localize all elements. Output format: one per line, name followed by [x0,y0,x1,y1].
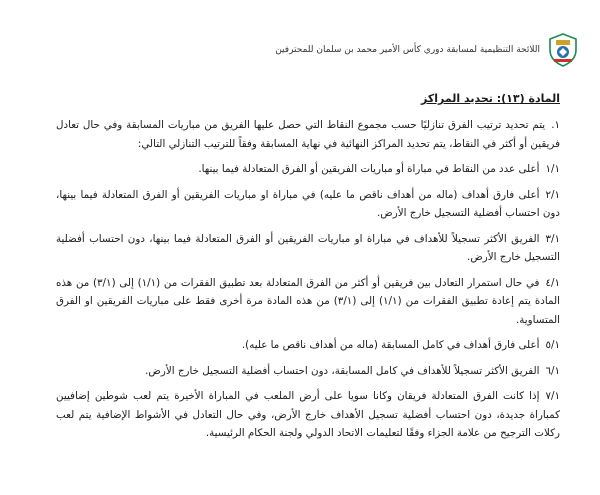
article-body [56,92,560,450]
paragraph [56,186,560,223]
paragraph-number: ١/١ [545,163,560,175]
paragraph-text: أعلى عدد من النقاط في مباراة أو مباريات الفريقين أو الفرق المتعادلة فيما بينها. [198,163,540,175]
paragraph [56,387,560,443]
paragraph [56,230,560,267]
page-header [60,32,578,68]
paragraph-text: الفريق الأكثر تسجيلاً للأهداف في مباراة او مباريات الفريقين أو الفرق المتعادلة فيما بينها، دون احتساب أفضلية التسجيل خارج الأرض. [56,232,560,263]
league-logo-icon [548,33,578,67]
article-title: المادة (١٣): تحديد المراكز [421,92,560,105]
paragraph-number: ٥/١ [545,339,560,351]
paragraph [56,362,560,381]
paragraph-number: ١. [551,119,560,131]
paragraph-text: الفريق الأكثر تسجيلاً للأهداف في كامل المسابقة، دون احتساب أفضلية التسجيل خارج الأرض. [145,364,540,377]
paragraph [56,160,560,179]
paragraph-text: أعلى فارق أهداف في كامل المسابقة (ماله من أهداف ناقص ما عليه). [241,339,540,351]
paragraph-number: ٣/١ [545,232,560,245]
paragraph-number: ٧/١ [545,390,560,402]
paragraph-text: إذا كانت الفرق المتعادلة فريقان وكانا سويا على أرض الملعب في المباراة الأخيرة يتم لعب شوطين إضافيين كمباراة جديدة، دون احتساب أفضلية تسجيل الأهداف خارج الأرض، وفي حال التعادل في الأشواط الإضافية يتم لعب ركلات الترجيح من علامة الجزاء وفقًا لتعليمات الاتحاد الدولي ولجنة الحكام الرئيسية. [56,390,560,439]
paragraph [56,336,560,355]
paragraph-number: ٦/١ [545,364,560,377]
paragraph-number: ٤/١ [545,276,560,289]
paragraph-text: في حال استمرار التعادل بين فريقين أو أكثر من الفرق المتعادلة بعد تطبيق الفقرات من (١/١) إلى (٣/١) من هذه المادة يتم إعادة تطبيق الفقرات من (١/١) إلى (٣/١) من هذه المادة مرة أخرى فقط على مباريات الفريقين او الفرق المتساوية. [56,276,560,326]
header-title: اللائحة التنظيمية لمسابقة دوري كأس الأمير محمد بن سلمان للمحترفين [275,45,540,55]
paragraph-text: أعلى فارق أهداف (ماله من أهداف ناقص ما عليه) في مباراة او مباريات الفريقين أو الفرق المتعادلة فيما بينها، دون احتساب أفضلية التسجيل خارج الأرض. [56,188,560,219]
paragraph-number: ٢/١ [545,188,560,201]
paragraph [56,116,560,153]
paragraph [56,274,560,330]
paragraph-text: يتم تحديد ترتيب الفرق تنازليًا حسب مجموع النقاط التي حصل عليها الفريق من مباريات المسابقة وفي حال تعادل فريقين أو أكثر في النقاط، يتم تحديد المراكز النهائية في نهاية المسابقة وفقاً للترتيب التنازلي التالي: [56,119,560,150]
